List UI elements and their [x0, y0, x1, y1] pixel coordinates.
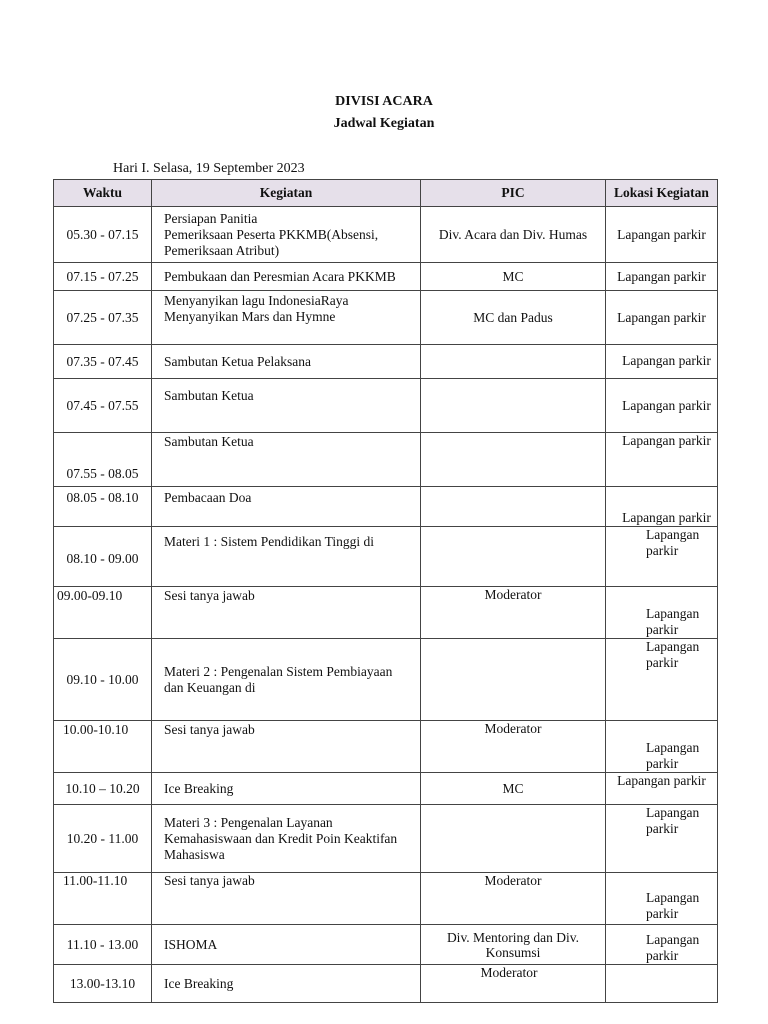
- schedule-date: Hari I. Selasa, 19 September 2023: [113, 161, 305, 176]
- table-row: [54, 527, 718, 587]
- table-row: [54, 805, 718, 873]
- cell-pic: [421, 487, 606, 527]
- cell-lokasi: Lapangan parkir: [606, 291, 718, 345]
- table-row: [54, 291, 718, 345]
- lokasi-text: Lapangan parkir: [622, 353, 711, 368]
- cell-waktu: 11.00-11.10: [54, 873, 152, 925]
- cell-pic: Moderator: [421, 873, 606, 925]
- cell-waktu: 10.10 – 10.20: [54, 773, 152, 805]
- cell-pic: Moderator: [421, 587, 606, 639]
- cell-pic: Div. Acara dan Div. Humas: [421, 207, 606, 263]
- cell-pic: Div. Mentoring dan Div. Konsumsi: [421, 925, 606, 965]
- cell-kegiatan: Ice Breaking: [152, 965, 421, 1003]
- lokasi-text: Lapangan parkir: [617, 773, 706, 788]
- cell-kegiatan: Materi 2 : Pengenalan Sistem Pembiayaan dan Keuangan di: [152, 639, 421, 721]
- cell-lokasi: Lapangan parkir: [606, 263, 718, 291]
- cell-kegiatan: Pembacaan Doa: [152, 487, 421, 527]
- cell-lokasi: [606, 873, 718, 925]
- cell-pic: [421, 527, 606, 587]
- lokasi-text: Lapangan parkir: [622, 433, 711, 448]
- cell-kegiatan: Sambutan Ketua Pelaksana: [152, 345, 421, 379]
- column-header-lokasi: Lokasi Kegiatan: [606, 180, 718, 207]
- cell-waktu: 07.45 - 07.55: [54, 379, 152, 433]
- cell-kegiatan: Ice Breaking: [152, 773, 421, 805]
- table-row: [54, 925, 718, 965]
- cell-kegiatan: ISHOMA: [152, 925, 421, 965]
- table-row: [54, 379, 718, 433]
- cell-waktu: 07.15 - 07.25: [54, 263, 152, 291]
- cell-lokasi: [606, 433, 718, 487]
- cell-lokasi: [606, 379, 718, 433]
- table-row: [54, 487, 718, 527]
- table-row: [54, 873, 718, 925]
- document-title: DIVISI ACARA: [335, 94, 433, 109]
- table-row: [54, 773, 718, 805]
- cell-waktu: 08.05 - 08.10: [54, 487, 152, 527]
- table-header-row: [54, 180, 718, 207]
- lokasi-text: Lapangan parkir: [646, 639, 700, 670]
- cell-lokasi: [606, 805, 718, 873]
- table-row: [54, 639, 718, 721]
- cell-waktu: 13.00-13.10: [54, 965, 152, 1003]
- cell-lokasi: [606, 487, 718, 527]
- kegiatan-text: Persiapan Panitia Pemeriksaan Peserta PKKMB(Absensi, Pemeriksaan Atribut): [164, 210, 379, 258]
- document-subtitle: Jadwal Kegiatan: [333, 116, 435, 131]
- cell-lokasi: [606, 721, 718, 773]
- cell-waktu: 10.20 - 11.00: [54, 805, 152, 873]
- column-header-kegiatan: Kegiatan: [152, 180, 421, 207]
- cell-pic: [421, 345, 606, 379]
- lokasi-text: Lapangan parkir: [646, 932, 700, 963]
- table-row: [54, 345, 718, 379]
- cell-kegiatan: Materi 1 : Sistem Pendidikan Tinggi di: [152, 527, 421, 587]
- cell-pic: [421, 805, 606, 873]
- cell-kegiatan: Sambutan Ketua: [152, 379, 421, 433]
- cell-waktu: 07.55 - 08.05: [54, 433, 152, 487]
- cell-kegiatan: Sambutan Ketua: [152, 433, 421, 487]
- table-row: [54, 965, 718, 1003]
- lokasi-text: Lapangan parkir: [646, 606, 700, 637]
- cell-waktu: 09.00-09.10: [54, 587, 152, 639]
- cell-waktu: 05.30 - 07.15: [54, 207, 152, 263]
- cell-waktu: 08.10 - 09.00: [54, 527, 152, 587]
- lokasi-text: Lapangan parkir: [646, 890, 700, 921]
- cell-lokasi: [606, 639, 718, 721]
- lokasi-text: Lapangan parkir: [622, 398, 711, 413]
- cell-lokasi: [606, 587, 718, 639]
- cell-lokasi: [606, 527, 718, 587]
- table-row: [54, 263, 718, 291]
- cell-waktu: 10.00-10.10: [54, 721, 152, 773]
- cell-waktu: 07.35 - 07.45: [54, 345, 152, 379]
- cell-kegiatan: Sesi tanya jawab: [152, 587, 421, 639]
- cell-pic: [421, 433, 606, 487]
- cell-pic: Moderator: [421, 721, 606, 773]
- cell-kegiatan: Sesi tanya jawab: [152, 721, 421, 773]
- cell-pic: MC dan Padus: [421, 291, 606, 345]
- cell-kegiatan: Pembukaan dan Peresmian Acara PKKMB: [152, 263, 421, 291]
- cell-lokasi: [606, 925, 718, 965]
- schedule-table: [53, 179, 718, 1003]
- cell-lokasi: [606, 345, 718, 379]
- cell-lokasi: [606, 965, 718, 1003]
- kegiatan-text: Menyanyikan lagu IndonesiaRaya Menyanyikan Mars dan Hymne: [164, 293, 349, 324]
- column-header-waktu: Waktu: [54, 180, 152, 207]
- lokasi-text: Lapangan parkir: [646, 740, 700, 771]
- column-header-pic: PIC: [421, 180, 606, 207]
- cell-kegiatan: [152, 207, 421, 263]
- lokasi-text: Lapangan parkir: [646, 527, 700, 558]
- table-row: [54, 207, 718, 263]
- cell-kegiatan: Sesi tanya jawab: [152, 873, 421, 925]
- table-row: [54, 587, 718, 639]
- cell-waktu: 09.10 - 10.00: [54, 639, 152, 721]
- cell-waktu: 11.10 - 13.00: [54, 925, 152, 965]
- cell-kegiatan: [152, 291, 421, 345]
- lokasi-text: Lapangan parkir: [622, 510, 711, 525]
- cell-waktu: 07.25 - 07.35: [54, 291, 152, 345]
- table-row: [54, 433, 718, 487]
- table-row: [54, 721, 718, 773]
- cell-pic: [421, 379, 606, 433]
- cell-lokasi: Lapangan parkir: [606, 207, 718, 263]
- cell-pic: MC: [421, 263, 606, 291]
- cell-kegiatan: Materi 3 : Pengenalan Layanan Kemahasiswaan dan Kredit Poin Keaktifan Mahasiswa: [152, 805, 421, 873]
- cell-pic: [421, 639, 606, 721]
- lokasi-text: Lapangan parkir: [646, 805, 700, 836]
- cell-pic: MC: [421, 773, 606, 805]
- cell-pic: Moderator: [421, 965, 606, 1003]
- cell-lokasi: [606, 773, 718, 805]
